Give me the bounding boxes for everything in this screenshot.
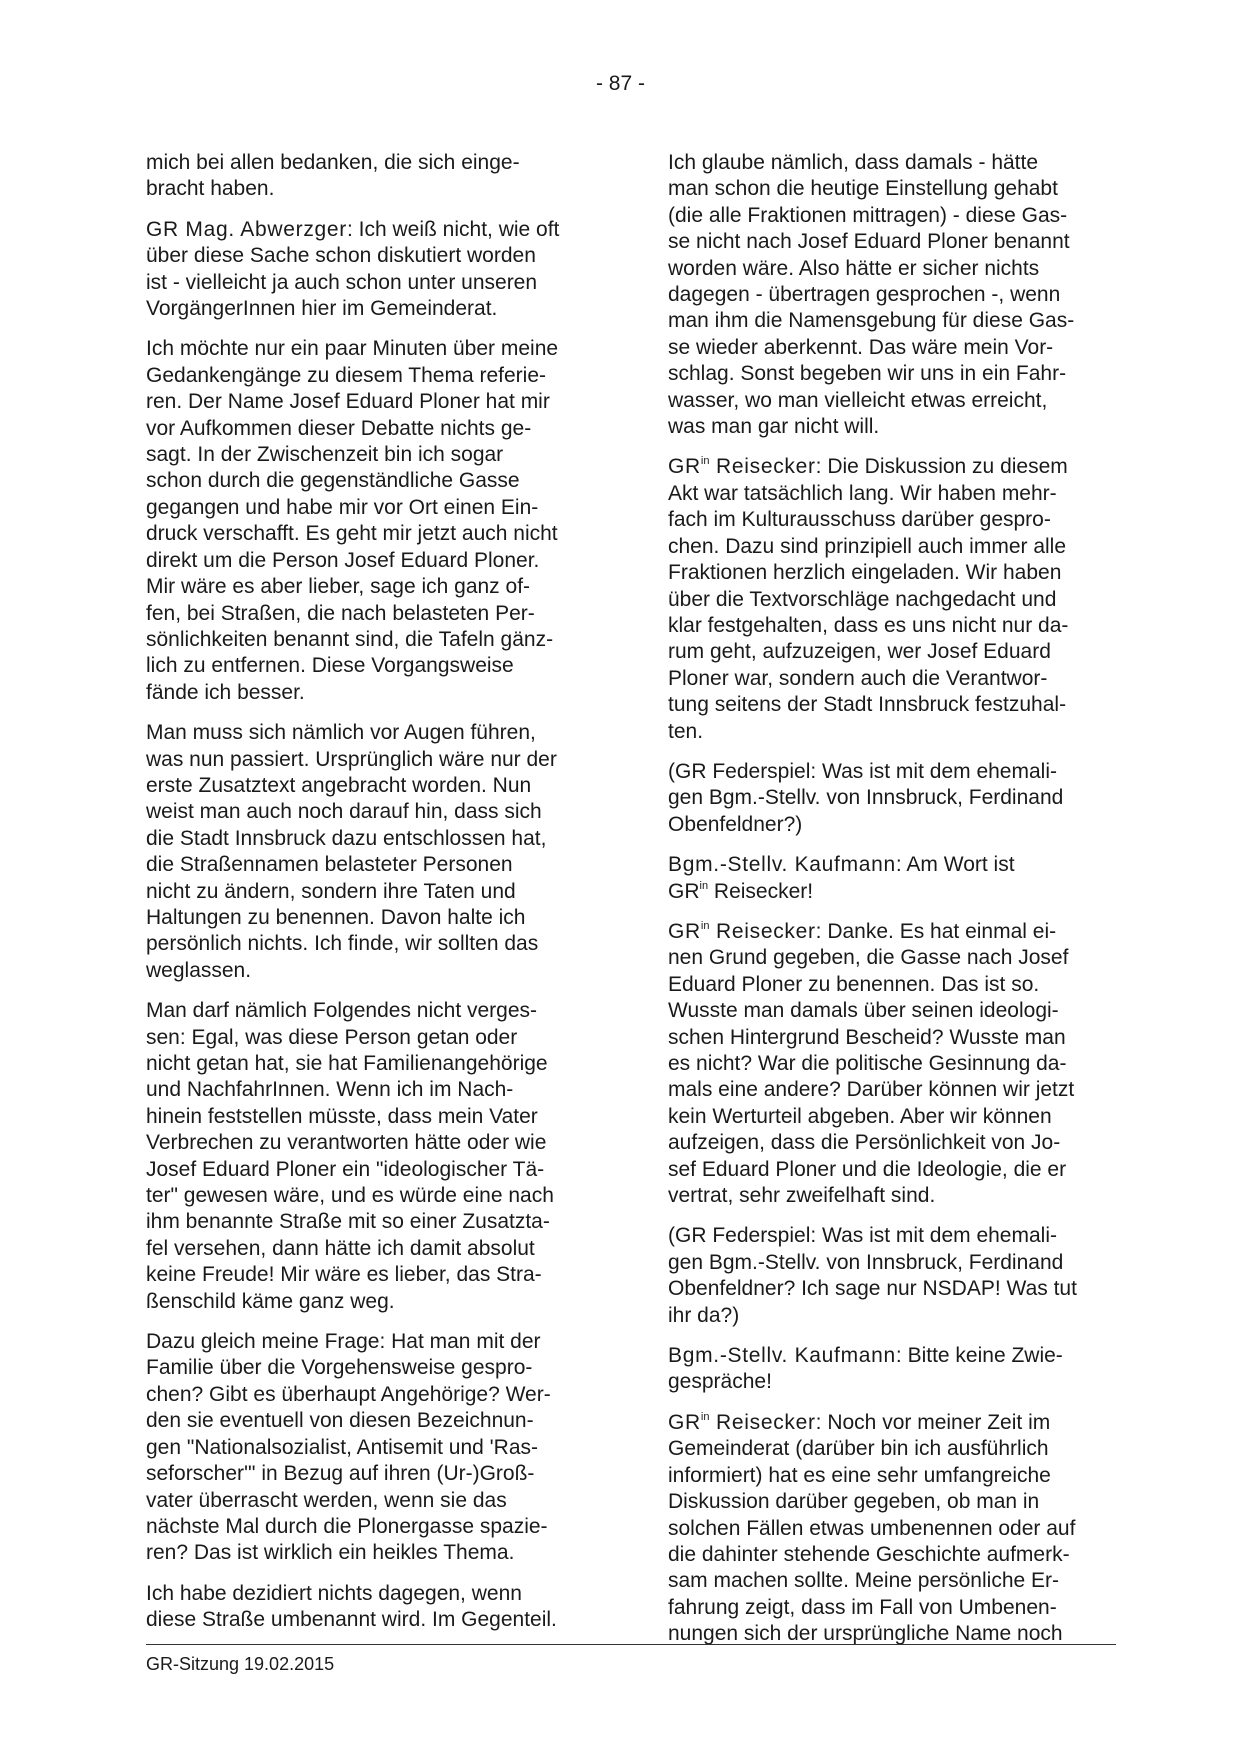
speaker-name: Bgm.-Stellv. Kaufmann [668, 1344, 896, 1368]
line-text: vater überrascht werden, wenn sie das [146, 1488, 507, 1512]
text-line [668, 150, 1110, 176]
text-line [668, 454, 1110, 480]
text-line [668, 719, 1110, 745]
line-text: (GR Federspiel: Was ist mit dem ehemali- [668, 759, 1057, 783]
line-text: die Stadt Innsbruck dazu entschlossen hat, [146, 826, 547, 850]
paragraph [146, 217, 588, 323]
text-line [668, 1130, 1110, 1156]
line-text: weist man auch noch darauf hin, dass sich [146, 800, 542, 824]
text-line [146, 1461, 588, 1487]
text-line [668, 852, 1110, 878]
line-text: ten. [668, 719, 704, 743]
line-text: gen "Nationalsozialist, Antisemit und 'Ras- [146, 1435, 538, 1459]
text-line [668, 176, 1110, 202]
paragraph [668, 1410, 1110, 1648]
line-text: den sie eventuell von diesen Bezeichnun- [146, 1409, 534, 1433]
text-line [668, 1595, 1110, 1621]
text-line [668, 1223, 1110, 1249]
text-line [668, 481, 1110, 507]
line-text: : Noch vor meiner Zeit im [815, 1410, 1051, 1434]
line-text: nicht getan hat, sie hat Familienangehörige [146, 1052, 548, 1075]
line-text: Obenfeldner? Ich sage nur NSDAP! Was tut [668, 1277, 1077, 1301]
line-text: bracht haben. [146, 177, 275, 201]
text-line [146, 468, 588, 494]
text-line [146, 905, 588, 931]
paragraph [146, 1581, 588, 1634]
text-line [668, 308, 1110, 334]
line-text: Reisecker! [708, 879, 814, 903]
line-text: fen, bei Straßen, die nach belasteten Per- [146, 601, 535, 625]
line-text: sagt. In der Zwischenzeit bin ich sogar [146, 443, 504, 467]
text-line [668, 1025, 1110, 1051]
line-text: chen. Dazu sind prinzipiell auch immer alle [668, 534, 1067, 558]
line-text: nächste Mal durch die Plonergasse spazie- [146, 1514, 548, 1538]
footer-divider [146, 1644, 1116, 1645]
text-line [668, 507, 1110, 533]
line-text: vertrat, sehr zweifelhaft sind. [668, 1184, 936, 1208]
text-line [668, 1369, 1110, 1395]
line-text: und NachfahrInnen. Wenn ich im Nach- [146, 1078, 514, 1102]
line-text: sam machen sollte. Meine persönliche Er- [668, 1569, 1060, 1593]
line-text: nungen sich der ursprüngliche Name noch [668, 1622, 1063, 1646]
line-text: sef Eduard Ploner und die Ideologie, die er [668, 1157, 1067, 1181]
text-line [668, 587, 1110, 613]
line-text: lich zu entfernen. Diese Vorgangsweise [146, 654, 514, 678]
text-line [668, 613, 1110, 639]
line-text: schon durch die gegenständliche Gasse [146, 469, 520, 493]
text-line [146, 336, 588, 362]
text-line [146, 1236, 588, 1262]
text-line [668, 1077, 1110, 1103]
line-text: was man gar nicht will. [668, 415, 880, 439]
line-text: Haltungen zu benennen. Davon halte ich [146, 905, 526, 929]
text-line [146, 243, 588, 269]
paragraph [146, 150, 588, 203]
text-line [668, 1183, 1110, 1209]
speaker-name: GR [668, 455, 701, 479]
speaker-name: Bgm.-Stellv. Kaufmann [668, 853, 896, 877]
line-text: fach im Kulturausschuss darüber gespro- [668, 508, 1051, 532]
line-text: se nicht nach Josef Eduard Ploner benannt [668, 230, 1070, 254]
text-line [146, 601, 588, 627]
line-text: sönlichkeiten benannt sind, die Tafeln gänz- [146, 627, 554, 651]
paragraph [668, 852, 1110, 905]
paragraph [668, 150, 1110, 440]
line-text: über diese Sache schon diskutiert worden [146, 244, 536, 268]
line-text: direkt um die Person Josef Eduard Ploner. [146, 548, 540, 572]
text-line [668, 945, 1110, 971]
text-line [146, 747, 588, 773]
line-text: schlag. Sonst begeben wir uns in ein Fahr- [668, 362, 1067, 386]
text-line [146, 548, 588, 574]
line-text: Ploner war, sondern auch die Verantwor- [668, 666, 1048, 690]
text-line [668, 414, 1110, 440]
text-line [146, 217, 588, 243]
line-text: schen Hintergrund Bescheid? Wusste man [668, 1025, 1066, 1049]
line-text: : Danke. Es hat einmal ei- [815, 919, 1057, 943]
text-line [146, 680, 588, 706]
text-line [146, 879, 588, 905]
line-text: chen? Gibt es überhaupt Angehörige? Wer- [146, 1382, 551, 1406]
text-line [668, 1104, 1110, 1130]
line-text: (die alle Fraktionen mittragen) - diese Gas- [668, 203, 1068, 227]
line-text: Ich habe dezidiert nichts dagegen, wenn [146, 1581, 522, 1605]
line-text: gen Bgm.-Stellv. von Innsbruck, Ferdinand [668, 1250, 1064, 1274]
text-line [668, 1343, 1110, 1369]
line-text: ihr da?) [668, 1303, 740, 1327]
text-line [146, 1209, 588, 1235]
text-line [146, 389, 588, 415]
line-text: Familie über die Vorgehensweise gespro- [146, 1356, 533, 1380]
text-line [668, 1250, 1110, 1276]
text-line [146, 495, 588, 521]
text-line [146, 521, 588, 547]
line-text: seforscher'" in Bezug auf ihren (Ur-)Groß- [146, 1462, 535, 1486]
text-line [146, 296, 588, 322]
text-line [146, 1607, 588, 1633]
line-text: diese Straße umbenannt wird. Im Gegenteil. [146, 1608, 557, 1632]
text-line [146, 1408, 588, 1434]
line-text: Gemeinderat (darüber bin ich ausführlich [668, 1437, 1049, 1461]
line-text: was nun passiert. Ursprünglich wäre nur der [146, 747, 557, 771]
text-line [668, 282, 1110, 308]
text-line [146, 799, 588, 825]
right-column [668, 150, 1110, 1662]
text-line [668, 1516, 1110, 1542]
speaker-title-suffix: in [700, 1410, 710, 1423]
text-line [668, 666, 1110, 692]
text-line [146, 1183, 588, 1209]
line-text: nicht zu ändern, sondern ihre Taten und [146, 879, 516, 903]
line-text: Verbrechen zu verantworten hätte oder wie [146, 1131, 547, 1155]
text-line [668, 229, 1110, 255]
line-text: sen: Egal, was diese Person getan oder [146, 1025, 518, 1049]
text-line [668, 919, 1110, 945]
text-line [668, 812, 1110, 838]
line-text: Akt war tatsächlich lang. Wir haben mehr- [668, 481, 1057, 505]
text-line [668, 1463, 1110, 1489]
line-text: gespräche! [668, 1370, 772, 1394]
text-line [668, 1568, 1110, 1594]
text-line [668, 256, 1110, 282]
text-line [668, 1303, 1110, 1329]
line-text: kein Werturteil abgeben. Aber wir können [668, 1104, 1052, 1128]
text-line [146, 1355, 588, 1381]
text-line [146, 1540, 588, 1566]
line-text: man ihm die Namensgebung für diese Gas- [668, 309, 1075, 333]
line-text: Obenfeldner?) [668, 812, 803, 836]
text-line [146, 1262, 588, 1288]
line-text: hinein feststellen müsste, dass mein Vater [146, 1104, 538, 1128]
line-text: Mir wäre es aber lieber, sage ich ganz of- [146, 575, 531, 599]
line-text: informiert) hat es eine sehr umfangreiche [668, 1463, 1051, 1487]
line-text: Man darf nämlich Folgendes nicht verges- [146, 999, 538, 1023]
paragraph [146, 1329, 588, 1567]
text-line [146, 1329, 588, 1355]
line-text: persönlich nichts. Ich finde, wir sollten das [146, 932, 539, 956]
text-line [146, 958, 588, 984]
speaker-surname: Reisecker [709, 919, 816, 943]
text-line [146, 720, 588, 746]
text-line [668, 759, 1110, 785]
text-line [146, 176, 588, 202]
text-line [668, 972, 1110, 998]
line-text: Gedankengänge zu diesem Thema referie- [146, 363, 547, 387]
line-text: mals eine andere? Darüber können wir jetzt [668, 1078, 1075, 1102]
line-text: : Ich weiß nicht, wie oft [346, 217, 560, 241]
line-text: fände ich besser. [146, 680, 305, 704]
line-text: Diskussion darüber gegeben, ob man in [668, 1490, 1040, 1514]
line-text: die dahinter stehende Geschichte aufmerk- [668, 1542, 1070, 1566]
line-text: wasser, wo man vielleicht etwas erreicht, [668, 388, 1048, 412]
speaker-title-suffix: in [700, 919, 710, 932]
left-column [146, 150, 588, 1648]
line-text: man schon die heutige Einstellung gehabt [668, 177, 1058, 201]
line-text: die Straßennamen belasteter Personen [146, 853, 513, 877]
line-text: ter" gewesen wäre, und es würde eine nach [146, 1184, 554, 1208]
text-line [668, 203, 1110, 229]
paragraph [668, 454, 1110, 744]
line-text: rum geht, aufzuzeigen, wer Josef Eduard [668, 640, 1051, 664]
speaker-name: GR [668, 1410, 701, 1434]
line-text: : Bitte keine Zwie- [895, 1344, 1063, 1368]
text-line [668, 361, 1110, 387]
line-text: gen Bgm.-Stellv. von Innsbruck, Ferdinand [668, 786, 1064, 810]
speaker-name: GR [668, 919, 701, 943]
line-text: : Am Wort ist [895, 853, 1015, 877]
text-line [146, 1157, 588, 1183]
text-line [668, 1410, 1110, 1436]
text-line [146, 852, 588, 878]
text-line [146, 627, 588, 653]
line-text: ren? Das ist wirklich ein heikles Thema. [146, 1541, 515, 1565]
line-text: mich bei allen bedanken, die sich einge- [146, 151, 520, 174]
text-line [668, 879, 1110, 905]
speaker-name: GR Mag. Abwerzger [146, 217, 347, 241]
line-text: fel versehen, dann hätte ich damit absolut [146, 1236, 535, 1260]
speaker-title-suffix: in [700, 455, 710, 468]
speaker-title-suffix: in [699, 879, 709, 892]
text-line [146, 826, 588, 852]
text-line [146, 1435, 588, 1461]
text-line [668, 388, 1110, 414]
line-text: Man muss sich nämlich vor Augen führen, [146, 721, 536, 745]
text-line [668, 639, 1110, 665]
text-line [146, 1025, 588, 1051]
line-text: solchen Fällen etwas umbenennen oder auf [668, 1516, 1076, 1540]
line-text: weglassen. [146, 958, 252, 982]
text-line [146, 574, 588, 600]
text-line [146, 1130, 588, 1156]
text-line [146, 363, 588, 389]
line-text: Ich glaube nämlich, dass damals - hätte [668, 151, 1039, 174]
line-text: (GR Federspiel: Was ist mit dem ehemali- [668, 1224, 1057, 1248]
paragraph [146, 720, 588, 984]
text-line [668, 785, 1110, 811]
text-line [668, 1157, 1110, 1183]
paragraph [146, 336, 588, 706]
text-line [146, 1581, 588, 1607]
text-line [146, 1051, 588, 1077]
text-line [146, 1514, 588, 1540]
line-text: Fraktionen herzlich eingeladen. Wir haben [668, 561, 1062, 585]
text-line [668, 1436, 1110, 1462]
text-line [146, 416, 588, 442]
text-line [146, 1077, 588, 1103]
line-text: ist - vielleicht ja auch schon unter unseren [146, 270, 538, 294]
line-text: VorgängerInnen hier im Gemeinderat. [146, 297, 498, 321]
line-text: Ich möchte nur ein paar Minuten über meine [146, 337, 559, 361]
line-text: dagegen - übertragen gesprochen -, wenn [668, 283, 1061, 307]
paragraph [668, 919, 1110, 1209]
paragraph [668, 1343, 1110, 1396]
paragraph [668, 759, 1110, 838]
paragraph [146, 998, 588, 1315]
line-text: ihm benannte Straße mit so einer Zusatzta- [146, 1210, 550, 1234]
line-text: : Die Diskussion zu diesem [815, 455, 1068, 479]
text-line [668, 1542, 1110, 1568]
text-line [668, 1051, 1110, 1077]
text-line [146, 442, 588, 468]
line-text: erste Zusatztext angebracht worden. Nun [146, 773, 532, 797]
line-text: GR [668, 879, 700, 903]
line-text: klar festgehalten, dass es uns nicht nur da- [668, 613, 1069, 637]
text-line [146, 773, 588, 799]
footer-session-date: GR-Sitzung 19.02.2015 [146, 1654, 335, 1674]
line-text: druck verschafft. Es geht mir jetzt auch nicht [146, 522, 558, 546]
line-text: keine Freude! Mir wäre es lieber, das Stra- [146, 1263, 542, 1287]
line-text: tung seitens der Stadt Innsbruck festzuhal- [668, 693, 1067, 717]
line-text: gegangen und habe mir vor Ort einen Ein- [146, 495, 539, 519]
line-text: Wusste man damals über seinen ideologi- [668, 999, 1059, 1023]
text-line [668, 534, 1110, 560]
line-text: worden wäre. Also hätte er sicher nichts [668, 256, 1040, 280]
line-text: nen Grund gegeben, die Gasse nach Josef [668, 946, 1069, 970]
speaker-surname: Reisecker [709, 1410, 816, 1434]
text-line [668, 335, 1110, 361]
speaker-surname: Reisecker [709, 455, 816, 479]
line-text: ren. Der Name Josef Eduard Ploner hat mir [146, 390, 550, 414]
line-text: se wieder aberkennt. Das wäre mein Vor- [668, 335, 1054, 359]
text-line [146, 653, 588, 679]
text-line [668, 692, 1110, 718]
line-text: über die Textvorschläge nachgedacht und [668, 587, 1057, 611]
text-line [668, 1276, 1110, 1302]
text-line [668, 560, 1110, 586]
text-line [146, 150, 588, 176]
line-text: vor Aufkommen dieser Debatte nichts ge- [146, 416, 532, 440]
text-line [668, 1489, 1110, 1515]
line-text: fahrung zeigt, dass im Fall von Umbenen- [668, 1595, 1057, 1619]
text-line [146, 998, 588, 1024]
line-text: es nicht? War die politische Gesinnung da- [668, 1052, 1067, 1075]
text-line [146, 1382, 588, 1408]
line-text: aufzeigen, dass die Persönlichkeit von Jo- [668, 1131, 1061, 1155]
text-line [146, 1289, 588, 1315]
line-text: Eduard Ploner zu benennen. Das ist so. [668, 972, 1040, 996]
line-text: Dazu gleich meine Frage: Hat man mit der [146, 1330, 541, 1354]
line-text: ßenschild käme ganz weg. [146, 1289, 395, 1313]
text-line [668, 998, 1110, 1024]
text-line [146, 931, 588, 957]
paragraph [668, 1223, 1110, 1329]
line-text: Josef Eduard Ploner ein "ideologischer Tä- [146, 1157, 545, 1181]
text-line [146, 270, 588, 296]
text-line [146, 1488, 588, 1514]
text-line [146, 1104, 588, 1130]
page-number: - 87 - [595, 72, 645, 95]
